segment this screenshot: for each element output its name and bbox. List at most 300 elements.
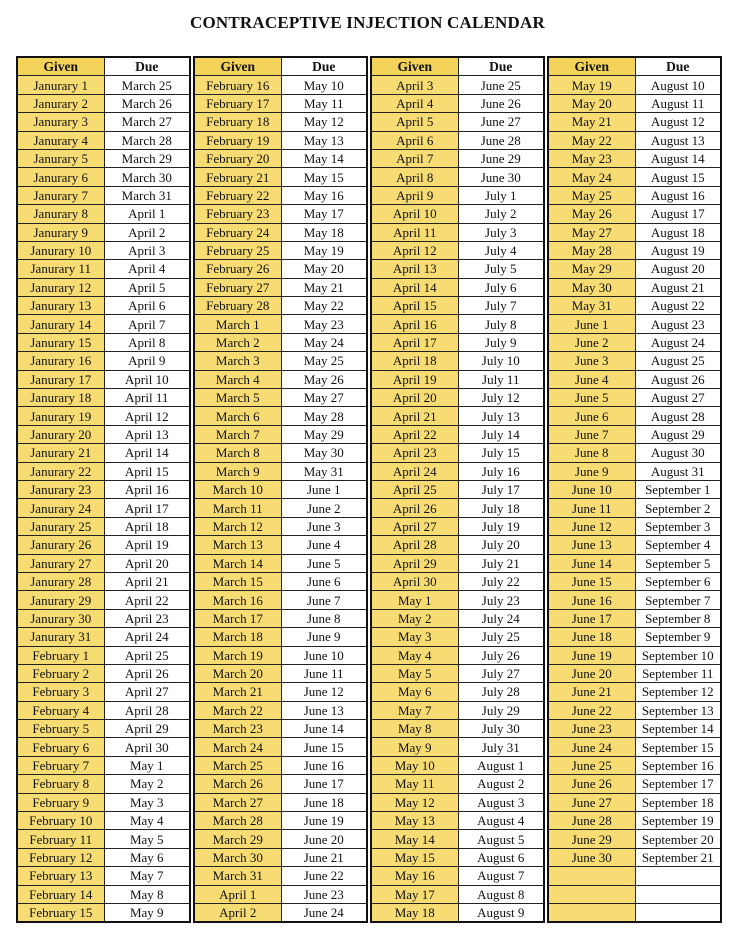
due-date-cell: May 4 bbox=[104, 812, 190, 830]
due-date-cell: August 11 bbox=[635, 94, 721, 112]
due-date-cell: July 22 bbox=[458, 572, 544, 590]
due-date-cell: March 25 bbox=[104, 76, 190, 94]
due-date-cell: March 29 bbox=[104, 149, 190, 167]
table-row bbox=[17, 94, 190, 112]
given-date-cell: Janurary 22 bbox=[17, 462, 104, 480]
due-date-cell: June 5 bbox=[281, 554, 367, 572]
given-date-cell: May 5 bbox=[371, 664, 458, 682]
calendar-block-1 bbox=[16, 56, 189, 923]
given-date-cell: April 25 bbox=[371, 480, 458, 498]
given-date-cell: March 18 bbox=[194, 628, 281, 646]
table-row bbox=[194, 646, 367, 664]
due-date-cell: September 10 bbox=[635, 646, 721, 664]
table-row bbox=[371, 756, 544, 774]
due-date-cell: May 11 bbox=[281, 94, 367, 112]
due-date-cell: August 25 bbox=[635, 352, 721, 370]
table-row bbox=[17, 830, 190, 848]
given-date-cell: February 14 bbox=[17, 885, 104, 903]
table-row bbox=[194, 848, 367, 866]
given-date-cell: June 23 bbox=[548, 720, 635, 738]
table-row bbox=[548, 499, 721, 517]
due-date-cell: June 16 bbox=[281, 756, 367, 774]
given-date-cell: May 13 bbox=[371, 812, 458, 830]
table-row bbox=[371, 683, 544, 701]
due-date-cell: May 18 bbox=[281, 223, 367, 241]
given-date-cell: May 16 bbox=[371, 867, 458, 885]
table-row bbox=[548, 462, 721, 480]
table-row bbox=[17, 389, 190, 407]
given-date-cell: Janurary 8 bbox=[17, 205, 104, 223]
table-row bbox=[371, 572, 544, 590]
given-date-cell: April 19 bbox=[371, 370, 458, 388]
due-date-cell: September 9 bbox=[635, 628, 721, 646]
table-row bbox=[194, 499, 367, 517]
due-date-cell: June 6 bbox=[281, 572, 367, 590]
given-date-cell: Janurary 11 bbox=[17, 260, 104, 278]
table-row bbox=[371, 186, 544, 204]
given-date-cell: April 3 bbox=[371, 76, 458, 94]
table-row bbox=[371, 315, 544, 333]
given-date-cell: Janurary 9 bbox=[17, 223, 104, 241]
due-date-cell: September 17 bbox=[635, 775, 721, 793]
given-date-cell: February 24 bbox=[194, 223, 281, 241]
due-date-cell: August 24 bbox=[635, 333, 721, 351]
due-date-cell: July 14 bbox=[458, 425, 544, 443]
given-date-cell: June 16 bbox=[548, 591, 635, 609]
given-date-cell: May 31 bbox=[548, 297, 635, 315]
due-date-cell: April 21 bbox=[104, 572, 190, 590]
table-row bbox=[548, 517, 721, 535]
table-row bbox=[17, 903, 190, 922]
given-date-cell: April 9 bbox=[371, 186, 458, 204]
table-row bbox=[548, 701, 721, 719]
given-date-cell: March 26 bbox=[194, 775, 281, 793]
table-row bbox=[548, 76, 721, 94]
given-date-cell: March 22 bbox=[194, 701, 281, 719]
given-date-cell: June 11 bbox=[548, 499, 635, 517]
table-row bbox=[548, 389, 721, 407]
due-date-cell: April 8 bbox=[104, 333, 190, 351]
table-row bbox=[371, 885, 544, 903]
table-row bbox=[548, 352, 721, 370]
given-date-cell: June 29 bbox=[548, 830, 635, 848]
due-date-cell: September 3 bbox=[635, 517, 721, 535]
table-row bbox=[17, 572, 190, 590]
due-date-cell: September 12 bbox=[635, 683, 721, 701]
due-date-cell: April 1 bbox=[104, 205, 190, 223]
due-date-cell: August 21 bbox=[635, 278, 721, 296]
table-row bbox=[17, 205, 190, 223]
given-date-cell: Janurary 20 bbox=[17, 425, 104, 443]
due-date-cell: September 2 bbox=[635, 499, 721, 517]
due-date-cell: August 13 bbox=[635, 131, 721, 149]
due-date-cell: June 4 bbox=[281, 536, 367, 554]
table-row bbox=[548, 775, 721, 793]
given-date-cell: June 1 bbox=[548, 315, 635, 333]
given-date-cell: March 13 bbox=[194, 536, 281, 554]
table-row bbox=[194, 370, 367, 388]
due-date-cell: April 24 bbox=[104, 628, 190, 646]
given-date-cell: April 29 bbox=[371, 554, 458, 572]
due-date-cell: May 5 bbox=[104, 830, 190, 848]
given-date-cell: April 20 bbox=[371, 389, 458, 407]
due-date-cell: August 2 bbox=[458, 775, 544, 793]
table-row bbox=[548, 223, 721, 241]
table-row bbox=[194, 444, 367, 462]
due-date-cell: July 3 bbox=[458, 223, 544, 241]
table-row bbox=[548, 425, 721, 443]
given-date-cell: May 3 bbox=[371, 628, 458, 646]
due-date-cell: May 27 bbox=[281, 389, 367, 407]
due-date-cell: August 22 bbox=[635, 297, 721, 315]
table-row bbox=[194, 241, 367, 259]
given-date-cell: March 6 bbox=[194, 407, 281, 425]
table-row bbox=[371, 867, 544, 885]
due-date-cell: April 16 bbox=[104, 480, 190, 498]
table-row bbox=[194, 867, 367, 885]
table-row bbox=[17, 186, 190, 204]
given-date-cell: June 10 bbox=[548, 480, 635, 498]
due-date-cell: May 2 bbox=[104, 775, 190, 793]
due-date-cell: May 26 bbox=[281, 370, 367, 388]
given-date-cell: Janurary 1 bbox=[17, 76, 104, 94]
due-date-cell: July 6 bbox=[458, 278, 544, 296]
table-row bbox=[548, 113, 721, 131]
table-row bbox=[548, 572, 721, 590]
table-row bbox=[371, 131, 544, 149]
given-date-cell: Janurary 26 bbox=[17, 536, 104, 554]
given-date-cell: February 26 bbox=[194, 260, 281, 278]
table-row bbox=[17, 554, 190, 572]
table-row bbox=[548, 149, 721, 167]
due-date-cell: September 7 bbox=[635, 591, 721, 609]
given-date-cell: April 14 bbox=[371, 278, 458, 296]
due-date-cell: August 27 bbox=[635, 389, 721, 407]
due-date-cell: July 7 bbox=[458, 297, 544, 315]
given-date-cell: June 5 bbox=[548, 389, 635, 407]
due-date-cell: April 9 bbox=[104, 352, 190, 370]
given-date-cell: March 7 bbox=[194, 425, 281, 443]
table-row bbox=[17, 241, 190, 259]
table-row bbox=[194, 205, 367, 223]
given-date-cell: May 12 bbox=[371, 793, 458, 811]
given-date-cell: March 25 bbox=[194, 756, 281, 774]
due-date-cell: July 9 bbox=[458, 333, 544, 351]
table-row bbox=[371, 830, 544, 848]
given-date-cell: February 9 bbox=[17, 793, 104, 811]
given-date-cell: June 13 bbox=[548, 536, 635, 554]
due-date-cell: May 15 bbox=[281, 168, 367, 186]
given-date-cell: March 30 bbox=[194, 848, 281, 866]
table-row bbox=[194, 536, 367, 554]
due-date-cell: April 4 bbox=[104, 260, 190, 278]
due-date-cell: April 12 bbox=[104, 407, 190, 425]
table-row bbox=[371, 425, 544, 443]
due-date-cell: August 10 bbox=[635, 76, 721, 94]
given-date-cell: March 11 bbox=[194, 499, 281, 517]
given-date-cell: February 11 bbox=[17, 830, 104, 848]
given-date-cell: March 17 bbox=[194, 609, 281, 627]
given-date-cell: Janurary 28 bbox=[17, 572, 104, 590]
due-date-cell: May 9 bbox=[104, 903, 190, 922]
due-date-cell: June 18 bbox=[281, 793, 367, 811]
given-date-cell: Janurary 21 bbox=[17, 444, 104, 462]
given-date-cell bbox=[548, 885, 635, 903]
given-date-cell: February 22 bbox=[194, 186, 281, 204]
given-date-cell: June 2 bbox=[548, 333, 635, 351]
table-row bbox=[548, 241, 721, 259]
due-date-cell: April 25 bbox=[104, 646, 190, 664]
table-row bbox=[194, 297, 367, 315]
given-date-cell: April 12 bbox=[371, 241, 458, 259]
given-date-cell: March 14 bbox=[194, 554, 281, 572]
given-date-cell: May 28 bbox=[548, 241, 635, 259]
table-row bbox=[17, 149, 190, 167]
given-date-cell: March 31 bbox=[194, 867, 281, 885]
given-date-cell: April 4 bbox=[371, 94, 458, 112]
given-date-cell: March 12 bbox=[194, 517, 281, 535]
given-date-cell: Janurary 5 bbox=[17, 149, 104, 167]
given-date-cell: April 26 bbox=[371, 499, 458, 517]
given-date-cell: March 24 bbox=[194, 738, 281, 756]
due-date-cell: August 19 bbox=[635, 241, 721, 259]
due-header: Due bbox=[635, 57, 721, 76]
table-row bbox=[194, 830, 367, 848]
table-row bbox=[17, 315, 190, 333]
given-date-cell: June 26 bbox=[548, 775, 635, 793]
given-date-cell: February 5 bbox=[17, 720, 104, 738]
due-date-cell: March 26 bbox=[104, 94, 190, 112]
given-date-cell: June 20 bbox=[548, 664, 635, 682]
due-header: Due bbox=[458, 57, 544, 76]
table-row bbox=[194, 480, 367, 498]
given-date-cell: April 17 bbox=[371, 333, 458, 351]
given-date-cell: February 19 bbox=[194, 131, 281, 149]
due-date-cell: March 28 bbox=[104, 131, 190, 149]
due-date-cell: August 12 bbox=[635, 113, 721, 131]
due-date-cell: August 7 bbox=[458, 867, 544, 885]
table-row bbox=[194, 683, 367, 701]
table-row bbox=[548, 444, 721, 462]
table-row bbox=[194, 333, 367, 351]
due-date-cell: May 20 bbox=[281, 260, 367, 278]
table-row bbox=[371, 113, 544, 131]
given-date-cell: February 4 bbox=[17, 701, 104, 719]
given-date-cell bbox=[548, 867, 635, 885]
due-date-cell: April 10 bbox=[104, 370, 190, 388]
given-date-cell: March 4 bbox=[194, 370, 281, 388]
due-date-cell: August 31 bbox=[635, 462, 721, 480]
due-date-cell: August 14 bbox=[635, 149, 721, 167]
given-date-cell: June 22 bbox=[548, 701, 635, 719]
table-row bbox=[194, 609, 367, 627]
given-date-cell: May 30 bbox=[548, 278, 635, 296]
due-date-cell bbox=[635, 885, 721, 903]
table-row bbox=[17, 168, 190, 186]
given-date-cell: March 2 bbox=[194, 333, 281, 351]
given-date-cell: February 25 bbox=[194, 241, 281, 259]
due-date-cell: June 2 bbox=[281, 499, 367, 517]
table-row bbox=[548, 848, 721, 866]
given-date-cell: May 18 bbox=[371, 903, 458, 922]
given-date-cell: April 5 bbox=[371, 113, 458, 131]
due-date-cell: April 6 bbox=[104, 297, 190, 315]
due-date-cell: April 11 bbox=[104, 389, 190, 407]
given-date-cell: March 15 bbox=[194, 572, 281, 590]
header-row bbox=[371, 57, 544, 76]
calendar-block-2 bbox=[193, 56, 366, 923]
due-date-cell: July 8 bbox=[458, 315, 544, 333]
given-date-cell: April 27 bbox=[371, 517, 458, 535]
due-date-cell: May 28 bbox=[281, 407, 367, 425]
due-date-cell: April 29 bbox=[104, 720, 190, 738]
due-date-cell: June 22 bbox=[281, 867, 367, 885]
given-date-cell: June 3 bbox=[548, 352, 635, 370]
given-date-cell: May 24 bbox=[548, 168, 635, 186]
due-date-cell: July 4 bbox=[458, 241, 544, 259]
table-row bbox=[371, 278, 544, 296]
given-date-cell: Janurary 23 bbox=[17, 480, 104, 498]
given-date-cell: Janurary 17 bbox=[17, 370, 104, 388]
given-date-cell: May 7 bbox=[371, 701, 458, 719]
header-row bbox=[17, 57, 190, 76]
due-date-cell: May 19 bbox=[281, 241, 367, 259]
table-row bbox=[371, 499, 544, 517]
table-row bbox=[194, 664, 367, 682]
table-row bbox=[17, 812, 190, 830]
due-date-cell: September 6 bbox=[635, 572, 721, 590]
calendar-block-4 bbox=[547, 56, 720, 923]
given-date-cell: Janurary 15 bbox=[17, 333, 104, 351]
given-date-cell: Janurary 14 bbox=[17, 315, 104, 333]
table-row bbox=[194, 168, 367, 186]
given-date-cell: April 16 bbox=[371, 315, 458, 333]
table-row bbox=[548, 480, 721, 498]
given-date-cell: April 2 bbox=[194, 903, 281, 922]
given-header: Given bbox=[194, 57, 281, 76]
table-row bbox=[371, 812, 544, 830]
given-date-cell: April 13 bbox=[371, 260, 458, 278]
given-date-cell: Janurary 6 bbox=[17, 168, 104, 186]
due-date-cell: May 10 bbox=[281, 76, 367, 94]
table-row bbox=[17, 775, 190, 793]
due-date-cell: May 25 bbox=[281, 352, 367, 370]
table-row bbox=[548, 278, 721, 296]
due-date-cell: September 20 bbox=[635, 830, 721, 848]
due-date-cell: July 31 bbox=[458, 738, 544, 756]
due-date-cell: August 9 bbox=[458, 903, 544, 922]
table-row bbox=[194, 591, 367, 609]
given-date-cell: April 30 bbox=[371, 572, 458, 590]
due-date-cell: August 23 bbox=[635, 315, 721, 333]
given-date-cell: Janurary 25 bbox=[17, 517, 104, 535]
due-date-cell: May 13 bbox=[281, 131, 367, 149]
given-date-cell: Janurary 3 bbox=[17, 113, 104, 131]
due-date-cell: August 20 bbox=[635, 260, 721, 278]
table-row bbox=[17, 885, 190, 903]
table-row bbox=[548, 554, 721, 572]
table-row bbox=[548, 260, 721, 278]
due-date-cell: April 26 bbox=[104, 664, 190, 682]
due-date-cell: May 24 bbox=[281, 333, 367, 351]
table-row bbox=[194, 885, 367, 903]
given-date-cell: February 13 bbox=[17, 867, 104, 885]
due-date-cell: July 11 bbox=[458, 370, 544, 388]
due-date-cell: May 12 bbox=[281, 113, 367, 131]
due-date-cell: September 14 bbox=[635, 720, 721, 738]
table-row bbox=[17, 793, 190, 811]
given-date-cell: June 27 bbox=[548, 793, 635, 811]
table-row bbox=[194, 389, 367, 407]
given-date-cell: June 21 bbox=[548, 683, 635, 701]
table-row bbox=[17, 370, 190, 388]
header-row bbox=[548, 57, 721, 76]
due-date-cell: June 17 bbox=[281, 775, 367, 793]
due-date-cell: May 22 bbox=[281, 297, 367, 315]
given-date-cell: April 11 bbox=[371, 223, 458, 241]
due-date-cell: March 31 bbox=[104, 186, 190, 204]
table-row bbox=[548, 407, 721, 425]
given-date-cell: February 12 bbox=[17, 848, 104, 866]
due-date-cell: July 2 bbox=[458, 205, 544, 223]
due-date-cell: July 17 bbox=[458, 480, 544, 498]
table-row bbox=[371, 149, 544, 167]
due-date-cell: June 21 bbox=[281, 848, 367, 866]
given-date-cell: February 27 bbox=[194, 278, 281, 296]
table-row bbox=[371, 738, 544, 756]
calendar-table bbox=[547, 56, 722, 923]
given-date-cell: April 24 bbox=[371, 462, 458, 480]
table-row bbox=[548, 628, 721, 646]
due-date-cell: June 15 bbox=[281, 738, 367, 756]
table-row bbox=[548, 738, 721, 756]
table-row bbox=[548, 646, 721, 664]
given-date-cell: May 14 bbox=[371, 830, 458, 848]
table-row bbox=[548, 812, 721, 830]
given-header: Given bbox=[17, 57, 104, 76]
due-date-cell: April 13 bbox=[104, 425, 190, 443]
given-date-cell: May 22 bbox=[548, 131, 635, 149]
due-header: Due bbox=[281, 57, 367, 76]
given-date-cell: March 29 bbox=[194, 830, 281, 848]
table-row bbox=[17, 76, 190, 94]
table-row bbox=[17, 646, 190, 664]
due-date-cell: June 13 bbox=[281, 701, 367, 719]
due-date-cell: July 1 bbox=[458, 186, 544, 204]
due-date-cell: September 18 bbox=[635, 793, 721, 811]
calendar-table bbox=[370, 56, 545, 923]
due-date-cell: June 8 bbox=[281, 609, 367, 627]
table-row bbox=[371, 591, 544, 609]
due-date-cell: July 20 bbox=[458, 536, 544, 554]
due-date-cell: May 8 bbox=[104, 885, 190, 903]
due-date-cell: July 29 bbox=[458, 701, 544, 719]
table-row bbox=[371, 223, 544, 241]
table-row bbox=[17, 480, 190, 498]
page-title: CONTRACEPTIVE INJECTION CALENDAR bbox=[190, 13, 545, 32]
given-date-cell: June 24 bbox=[548, 738, 635, 756]
table-row bbox=[17, 517, 190, 535]
table-row bbox=[371, 370, 544, 388]
table-row bbox=[548, 591, 721, 609]
table-row bbox=[371, 701, 544, 719]
due-date-cell: July 5 bbox=[458, 260, 544, 278]
due-date-cell: July 23 bbox=[458, 591, 544, 609]
table-row bbox=[548, 94, 721, 112]
given-date-cell: May 15 bbox=[371, 848, 458, 866]
table-row bbox=[371, 352, 544, 370]
given-date-cell: April 8 bbox=[371, 168, 458, 186]
